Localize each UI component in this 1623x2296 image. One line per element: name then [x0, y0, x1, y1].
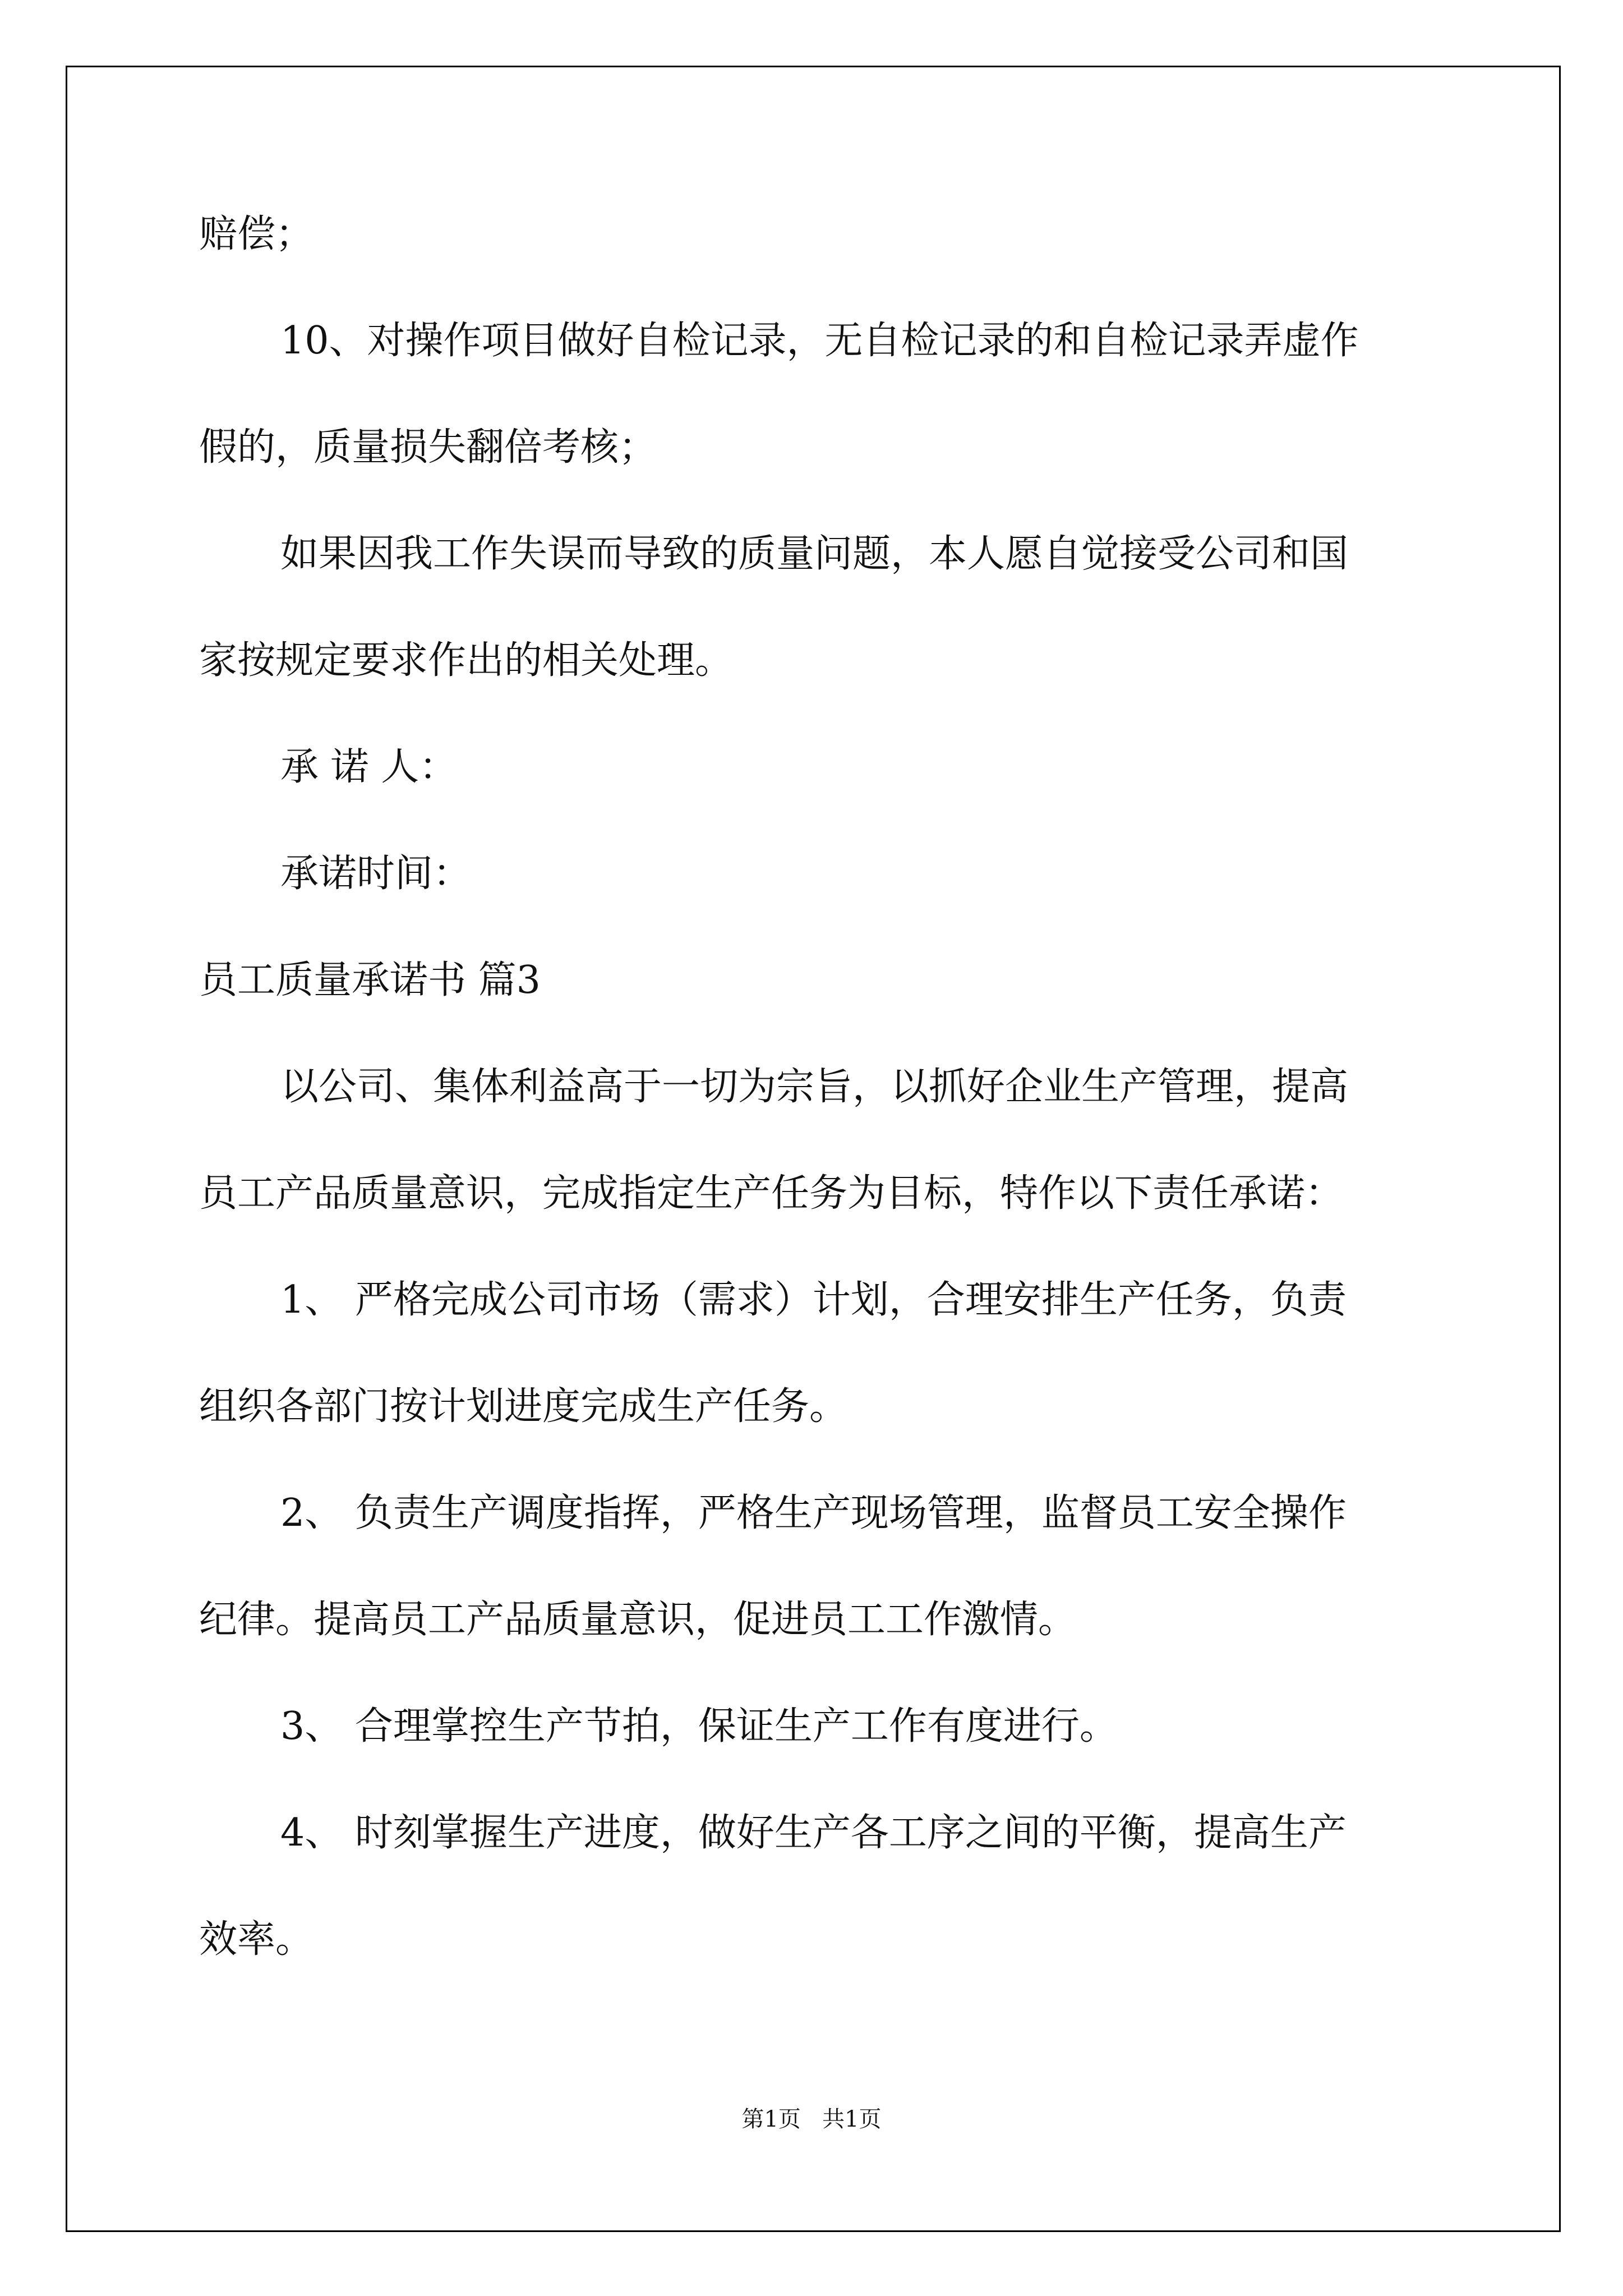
- signatory-label: 承 诺 人：: [280, 745, 458, 789]
- text-line-14: 纪律。提高员工产品质量意识，促进员工工作激情。: [199, 1598, 1077, 1642]
- page-footer: 第1页 共1页: [741, 2106, 882, 2132]
- text-line-4: 如果因我工作失误而导致的质量问题，本人愿自觉接受公司和国: [280, 532, 1349, 576]
- text-line-10: 员工产品质量意识，完成指定生产任务为目标，特作以下责任承诺：: [199, 1171, 1344, 1216]
- text-line-1: 赔偿；: [199, 212, 314, 256]
- section-heading: 员工质量承诺书 篇3: [199, 958, 541, 1002]
- page-border: [66, 66, 1561, 2232]
- promise-date-label: 承诺时间：: [280, 852, 472, 896]
- text-line-17: 效率。: [199, 1917, 314, 1962]
- text-line-16: 4、 时刻掌握生产进度，做好生产各工序之间的平衡，提高生产: [280, 1811, 1347, 1855]
- text-line-15: 3、 合理掌控生产节拍，保证生产工作有度进行。: [280, 1704, 1118, 1749]
- text-line-9: 以公司、集体利益高于一切为宗旨，以抓好企业生产管理，提高: [280, 1065, 1349, 1109]
- text-line-5: 家按规定要求作出的相关处理。: [199, 638, 734, 683]
- text-line-12: 组织各部门按计划进度完成生产任务。: [199, 1384, 848, 1429]
- text-line-11: 1、 严格完成公司市场（需求）计划，合理安排生产任务，负责: [280, 1278, 1347, 1322]
- text-line-3: 假的，质量损失翻倍考核；: [199, 425, 657, 470]
- text-line-2: 10、对操作项目做好自检记录，无自检记录的和自检记录弄虚作: [280, 319, 1359, 363]
- text-line-13: 2、 负责生产调度指挥，严格生产现场管理，监督员工安全操作: [280, 1491, 1347, 1535]
